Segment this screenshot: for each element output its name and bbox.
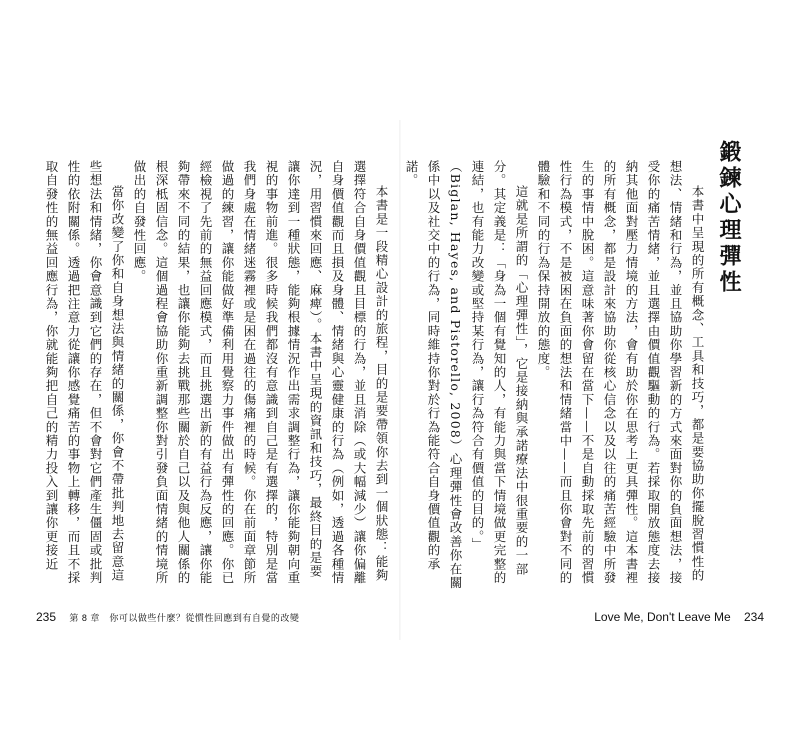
- page-number: 234: [743, 610, 764, 624]
- section-title: 鍛鍊心理彈性: [716, 140, 742, 296]
- body-paragraph: 本書中呈現的所有概念、工具和技巧，都是要協助你擺脫習慣性的想法、情緒和行為，並且協助你學習新的方式來面對你的負面想法，接受你的痛苦情緒，並且選擇由價值觀驅動的行為。若採取開放態度去接納其他面對壓力情境的方法，會有助於你在思考上更具彈性。這本書裡的所有概念，都是設計來協助你從核心信念以及以往的痛苦經驗中所發生的事情中脫困。這意味著你會留在當下——不是自動採取先前的習慣性行為模式，不是被困在負面的想法和情緒當中——而且你會對不同的體驗和不同的行為保持開放的態度。: [536, 160, 705, 585]
- running-header-chapter: 第 8 章 你可以做些什麼？從慣性回應到有自覺的改變: [69, 613, 300, 623]
- page-number: 235: [36, 610, 57, 624]
- body-paragraph: 這就是所謂的「心理彈性」，它是接納與承諾療法中很重要的一部分。其定義是：「身為一個有覺知的人，有能力與當下情境做更完整的連結，也有能力改變或堅持某行為，讓行為符合有價值的目的。」（Biglan, Hayes, and Pistorello, 2008）心理彈性會改善你在關係中以及社交中的行為，同時維持你對於行為能符合自身價值觀的承諾。: [404, 160, 529, 590]
- right-page-body: [404, 160, 708, 590]
- body-paragraph: 當你改變了你和自身想法與情緒的關係，你會不帶批判地去留意這些想法和情緒，你會意識到它們的存在，但不會對它們產生僵固或批判性的依附關係。透過把注意力從讓你感覺痛苦的事物上轉移，而且不採取自發性的無益回應行為，你就能夠把自己的精力投入到讓你更接近: [44, 160, 125, 585]
- running-header-book-title: Love Me, Don't Leave Me: [594, 610, 731, 624]
- right-footer: [594, 610, 764, 624]
- left-page: [44, 140, 392, 610]
- body-paragraph: 本書是一段精心設計的旅程，目的是要帶領你去到一個狀態：能夠選擇符合自身價值觀且目標的行為，並且消除（或大幅減少）讓你偏離自身價值觀而且損及身體、情緒與心靈健康的行為（例如，透過各種情況，用習慣來回應、麻痺）。本書中呈現的資訊和技巧，最終目的是要讓你達到一種狀態，能夠根據情況作出需求調整行為，讓你能夠朝向重視的事物前進。很多時候我們都沒有意識到自己是有選擇的，特別是當我們身處在情緒迷霧裡或是困在過往的傷痛裡的時候。你在前面章節所做過的練習，讓你能做好準備利用覺察力事件做出有彈性的回應。你已經檢視了先前的無益回應模式，而且挑選出新的有益行為反應，讓你能夠帶來不同的結果，也讓你能夠去挑戰那些關於自己以及與他人關係的根深柢固信念。這個過程會協助你重新調整你對引發負面情緒的情境所做出的自發性回應。: [132, 160, 389, 585]
- left-page-body: [44, 160, 392, 590]
- left-footer: [36, 610, 299, 624]
- right-page: [404, 140, 748, 610]
